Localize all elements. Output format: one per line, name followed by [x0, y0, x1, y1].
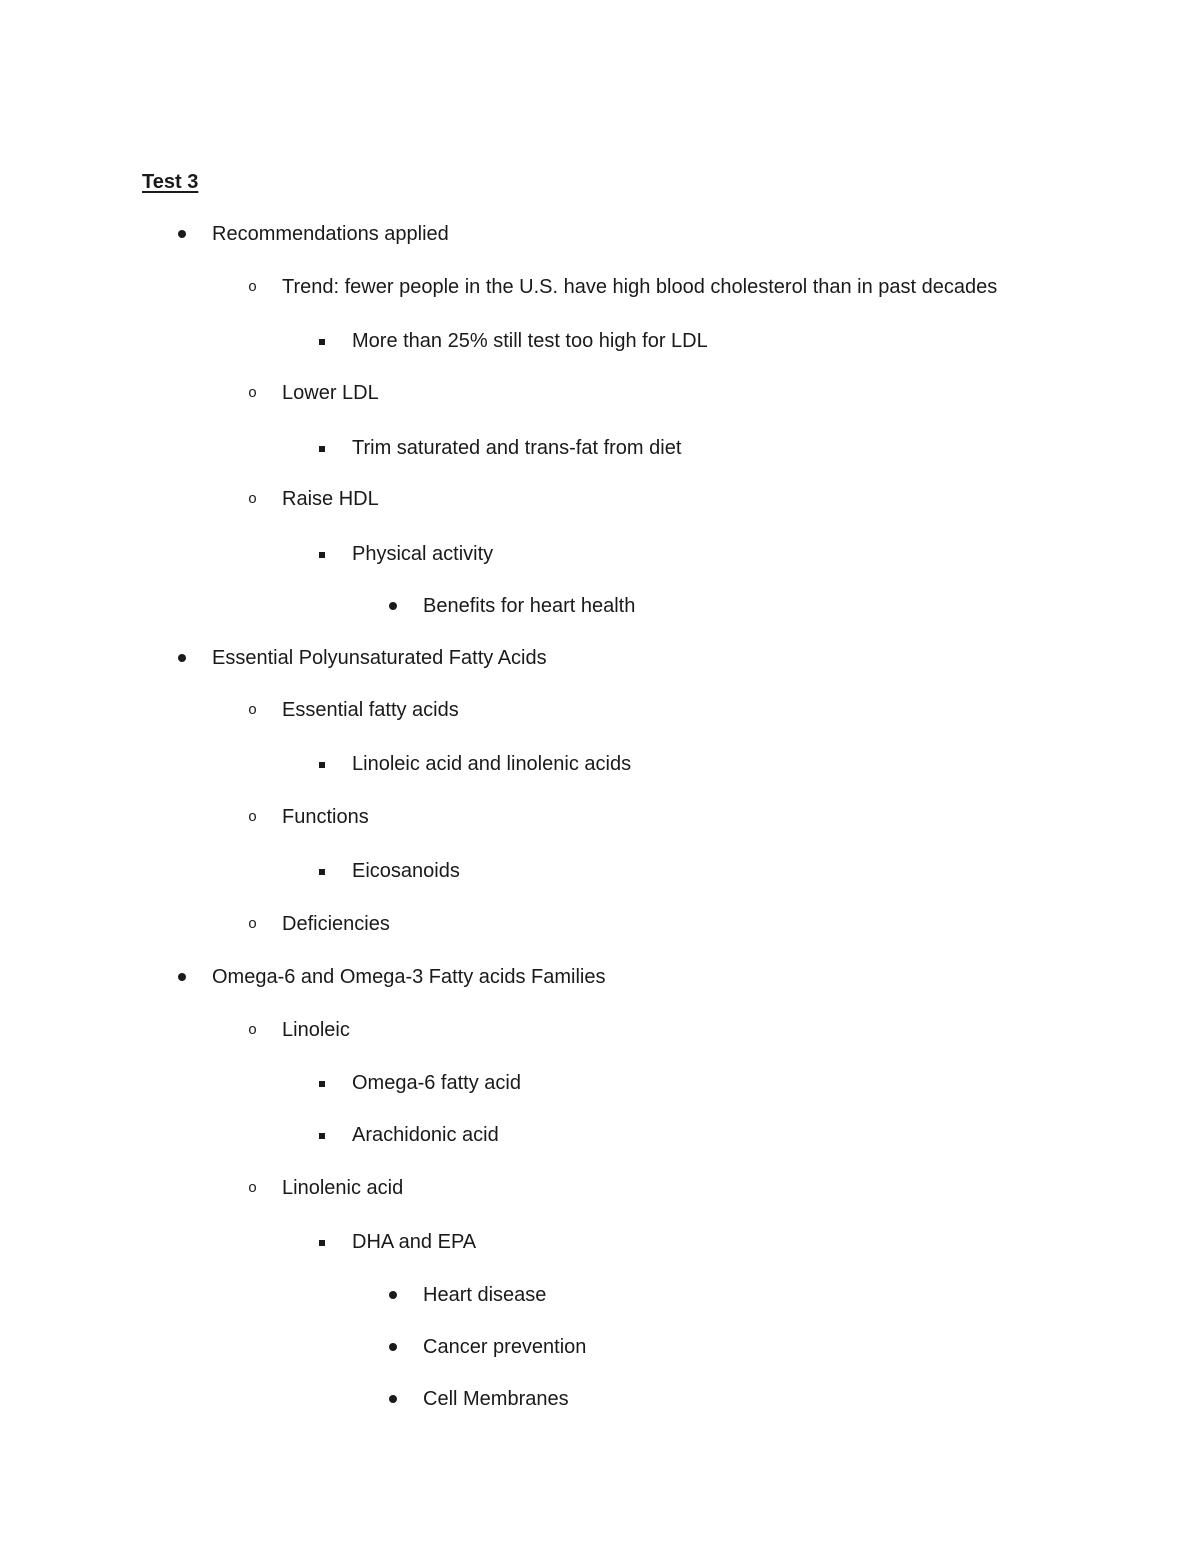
- bullet-square-icon: [316, 752, 336, 776]
- list-item-text: Cell Membranes: [423, 1388, 569, 1410]
- list-item-text: Essential fatty acids: [282, 699, 459, 721]
- list-item-level-1: [0, 646, 1200, 670]
- document-title: Test 3: [142, 171, 199, 193]
- list-item-level-2: [0, 805, 1200, 829]
- bullet-square-icon: [316, 1123, 336, 1147]
- bullet-circle-icon: [248, 912, 268, 936]
- bullet-disc-icon: [386, 1335, 406, 1359]
- bullet-circle-icon: [248, 1018, 268, 1042]
- bullet-circle-icon: [248, 1176, 268, 1200]
- bullet-circle-icon: [248, 698, 268, 722]
- list-item-text: Lower LDL: [282, 382, 379, 404]
- list-item-text: DHA and EPA: [352, 1231, 477, 1253]
- list-item-text: Omega-6 and Omega-3 Fatty acids Families: [212, 966, 606, 988]
- list-item-text: Heart disease: [423, 1284, 547, 1306]
- list-item-text: Cancer prevention: [423, 1336, 587, 1358]
- bullet-circle-icon: [248, 381, 268, 405]
- list-item-level-3: [0, 752, 1200, 776]
- list-item-level-1: [0, 965, 1200, 989]
- list-item-level-2: [0, 381, 1200, 405]
- list-item-level-3: [0, 436, 1200, 460]
- list-item-text: Functions: [282, 806, 369, 828]
- bullet-circle-icon: [248, 275, 268, 299]
- list-item-text: Essential Polyunsaturated Fatty Acids: [212, 647, 547, 669]
- list-item-text: Trim saturated and trans-fat from diet: [352, 437, 682, 459]
- bullet-disc-icon: [175, 646, 195, 670]
- list-item-level-2: [0, 698, 1200, 722]
- list-item-level-2: [0, 1176, 1200, 1200]
- bullet-disc-icon: [175, 965, 195, 989]
- list-item-text: Physical activity: [352, 543, 494, 565]
- list-item-text: Linoleic acid and linolenic acids: [352, 753, 632, 775]
- list-item-text: Benefits for heart health: [423, 595, 636, 617]
- bullet-square-icon: [316, 1071, 336, 1095]
- list-item-level-4: [0, 1283, 1200, 1307]
- bullet-circle-icon: [248, 805, 268, 829]
- list-item-text: Eicosanoids: [352, 860, 460, 882]
- list-item-level-2: [0, 275, 1200, 299]
- list-item-level-2: [0, 487, 1200, 511]
- list-item-text: Trend: fewer people in the U.S. have high blood cholesterol than in past decades: [282, 276, 998, 298]
- list-item-level-4: [0, 1335, 1200, 1359]
- list-item-level-3: [0, 1071, 1200, 1095]
- list-item-level-2: [0, 1018, 1200, 1042]
- list-item-text: Recommendations applied: [212, 223, 449, 245]
- list-item-level-3: [0, 1123, 1200, 1147]
- bullet-disc-icon: [386, 1283, 406, 1307]
- list-item-level-1: [0, 222, 1200, 246]
- list-item-text: Arachidonic acid: [352, 1124, 499, 1146]
- bullet-square-icon: [316, 859, 336, 883]
- list-item-level-4: [0, 594, 1200, 618]
- bullet-disc-icon: [386, 1387, 406, 1411]
- list-item-level-3: [0, 1230, 1200, 1254]
- list-item-text: Linoleic: [282, 1019, 350, 1041]
- list-item-level-3: [0, 859, 1200, 883]
- bullet-square-icon: [316, 542, 336, 566]
- list-item-text: More than 25% still test too high for LDL: [352, 330, 708, 352]
- list-item-text: Deficiencies: [282, 913, 390, 935]
- list-item-level-3: [0, 329, 1200, 353]
- list-item-level-4: [0, 1387, 1200, 1411]
- bullet-square-icon: [316, 329, 336, 353]
- bullet-disc-icon: [175, 222, 195, 246]
- list-item-level-3: [0, 542, 1200, 566]
- list-item-level-2: [0, 912, 1200, 936]
- bullet-circle-icon: [248, 487, 268, 511]
- bullet-square-icon: [316, 1230, 336, 1254]
- list-item-text: Linolenic acid: [282, 1177, 404, 1199]
- bullet-disc-icon: [386, 594, 406, 618]
- bullet-square-icon: [316, 436, 336, 460]
- list-item-text: Raise HDL: [282, 488, 379, 510]
- list-item-text: Omega-6 fatty acid: [352, 1072, 521, 1094]
